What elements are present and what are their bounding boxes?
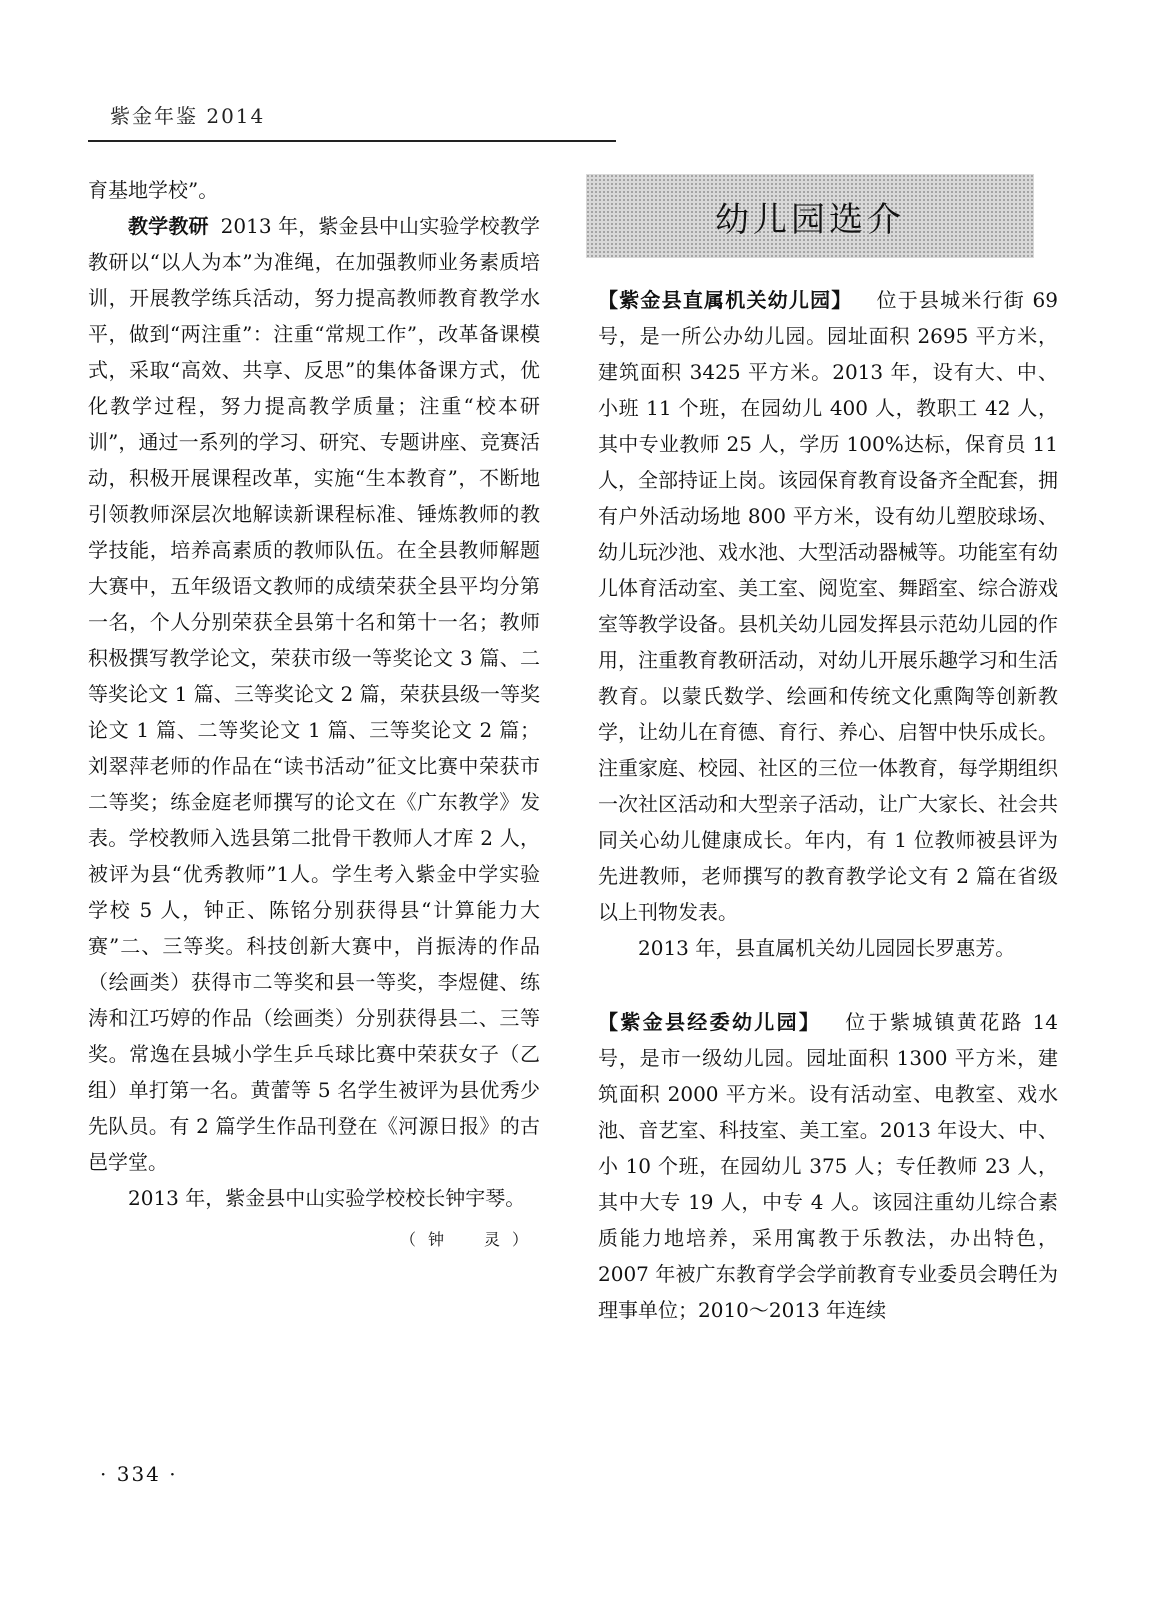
teaching-paragraph [88, 208, 540, 1180]
entry-title-2: 【紫金县经委幼儿园】 [598, 1010, 822, 1034]
left-column [88, 172, 540, 1258]
entry-closing-1: 2013 年，县直属机关幼儿园园长罗惠芳。 [638, 936, 1016, 960]
entry-text-2: 位于紫城镇黄花路 14 号，是市一级幼儿园。园址面积 1300 平方米，建筑面积 2000 平方米。设有活动室、电教室、戏水池、音艺室、科技室、美工室。2013 年设大、中、小 10 个班，在园幼儿 375 人；专任教师 23 人，其中大专 19 人，中专 4 人。该园注重幼儿综合素质能力地培养，采用寓教于乐教法，办出特色，2007 年被广东教育学会学前教育专业委员会聘任为理事单位；2010～2013 年连续 [598, 1010, 1059, 1322]
principal-paragraph: 2013 年，紫金县中山实验学校校长钟宇琴。 [128, 1186, 526, 1210]
running-header: 紫金年鉴 2014 [110, 104, 266, 128]
section-heading-box [586, 174, 1034, 258]
right-column [598, 282, 1058, 1328]
header-rule [88, 140, 616, 142]
continued-paragraph: 育基地学校”。 [88, 178, 219, 202]
kindergarten-entry-2 [598, 1004, 1058, 1328]
author-signoff: （钟 灵） [399, 1230, 540, 1249]
teaching-text: 2013 年，紫金县中山实验学校教学教研以“以人为本”为准绳，在加强教师业务素质培训，开展教学练兵活动，努力提高教师教育教学水平，做到“两注重”：注重“常规工作”，改革备课模式，采取“高效、共享、反思”的集体备课方式，优化教学过程，努力提高教学质量；注重“校本研训”，通过一系列的学习、研究、专题讲座、竞赛活动，积极开展课程改革，实施“生本教育”，不断地引领教师深层次地解读新课程标准、锤炼教师的教学技能，培养高素质的教师队伍。在全县教师解题大赛中，五年级语文教师的成绩荣获全县平均分第一名，个人分别荣获全县第十名和第十一名；教师积极撰写教学论文，荣获市级一等奖论文 3 篇、二等奖论文 1 篇、三等奖论文 2 篇，荣获县级一等奖论文 1 篇、二等奖论文 1 篇、三等奖论文 2 篇；刘翠萍老师的作品在“读书活动”征文比赛中荣获市二等奖；练金庭老师撰写的论文在《广东教学》发表。学校教师入选县第二批骨干教师人才库 2 人，被评为县“优秀教师”1人。学生考入紫金中学实验学校 5 人，钟正、陈铭分别获得县“计算能力大赛”二、三等奖。科技创新大赛中，肖振涛的作品（绘画类）获得市二等奖和县一等奖，李煜健、练涛和江巧婷的作品（绘画类）分别获得县二、三等奖。常逸在县城小学生乒乓球比赛中荣获女子（乙组）单打第一名。黄蕾等 5 名学生被评为县优秀少先队员。有 2 篇学生作品刊登在《河源日报》的古邑学堂。 [88, 214, 541, 1174]
entry-text-1: 位于县城米行街 69 号，是一所公办幼儿园。园址面积 2695 平方米，建筑面积 3425 平方米。2013 年，设有大、中、小班 11 个班，在园幼儿 400 人，教职工 42 人，其中专业教师 25 人，学历 100%达标，保育员 11 人，全部持证上岗。该园保育教育设备齐全配套，拥有户外活动场地 800 平方米，设有幼儿塑胶球场、幼儿玩沙池、戏水池、大型活动器械等。功能室有幼儿体育活动室、美工室、阅览室、舞蹈室、综合游戏室等教学设备。县机关幼儿园发挥县示范幼儿园的作用，注重教育教研活动，对幼儿开展乐趣学习和生活教育。以蒙氏数学、绘画和传统文化熏陶等创新教学，让幼儿在育德、育行、养心、启智中快乐成长。注重家庭、校园、社区的三位一体教育，每学期组织一次社区活动和大型亲子活动，让广大家长、社会共同关心幼儿健康成长。年内，有 1 位教师被县评为先进教师，老师撰写的教育教学论文有 2 篇在省级以上刊物发表。 [598, 288, 1058, 924]
entry-title-1: 【紫金县直属机关幼儿园】 [598, 288, 853, 312]
kindergarten-entry-1 [598, 282, 1058, 930]
teaching-label: 教学教研 [128, 214, 209, 238]
entry-gap [598, 966, 1058, 1004]
page-number: · 334 · [100, 1462, 178, 1486]
section-title: 幼儿园选介 [715, 199, 905, 240]
